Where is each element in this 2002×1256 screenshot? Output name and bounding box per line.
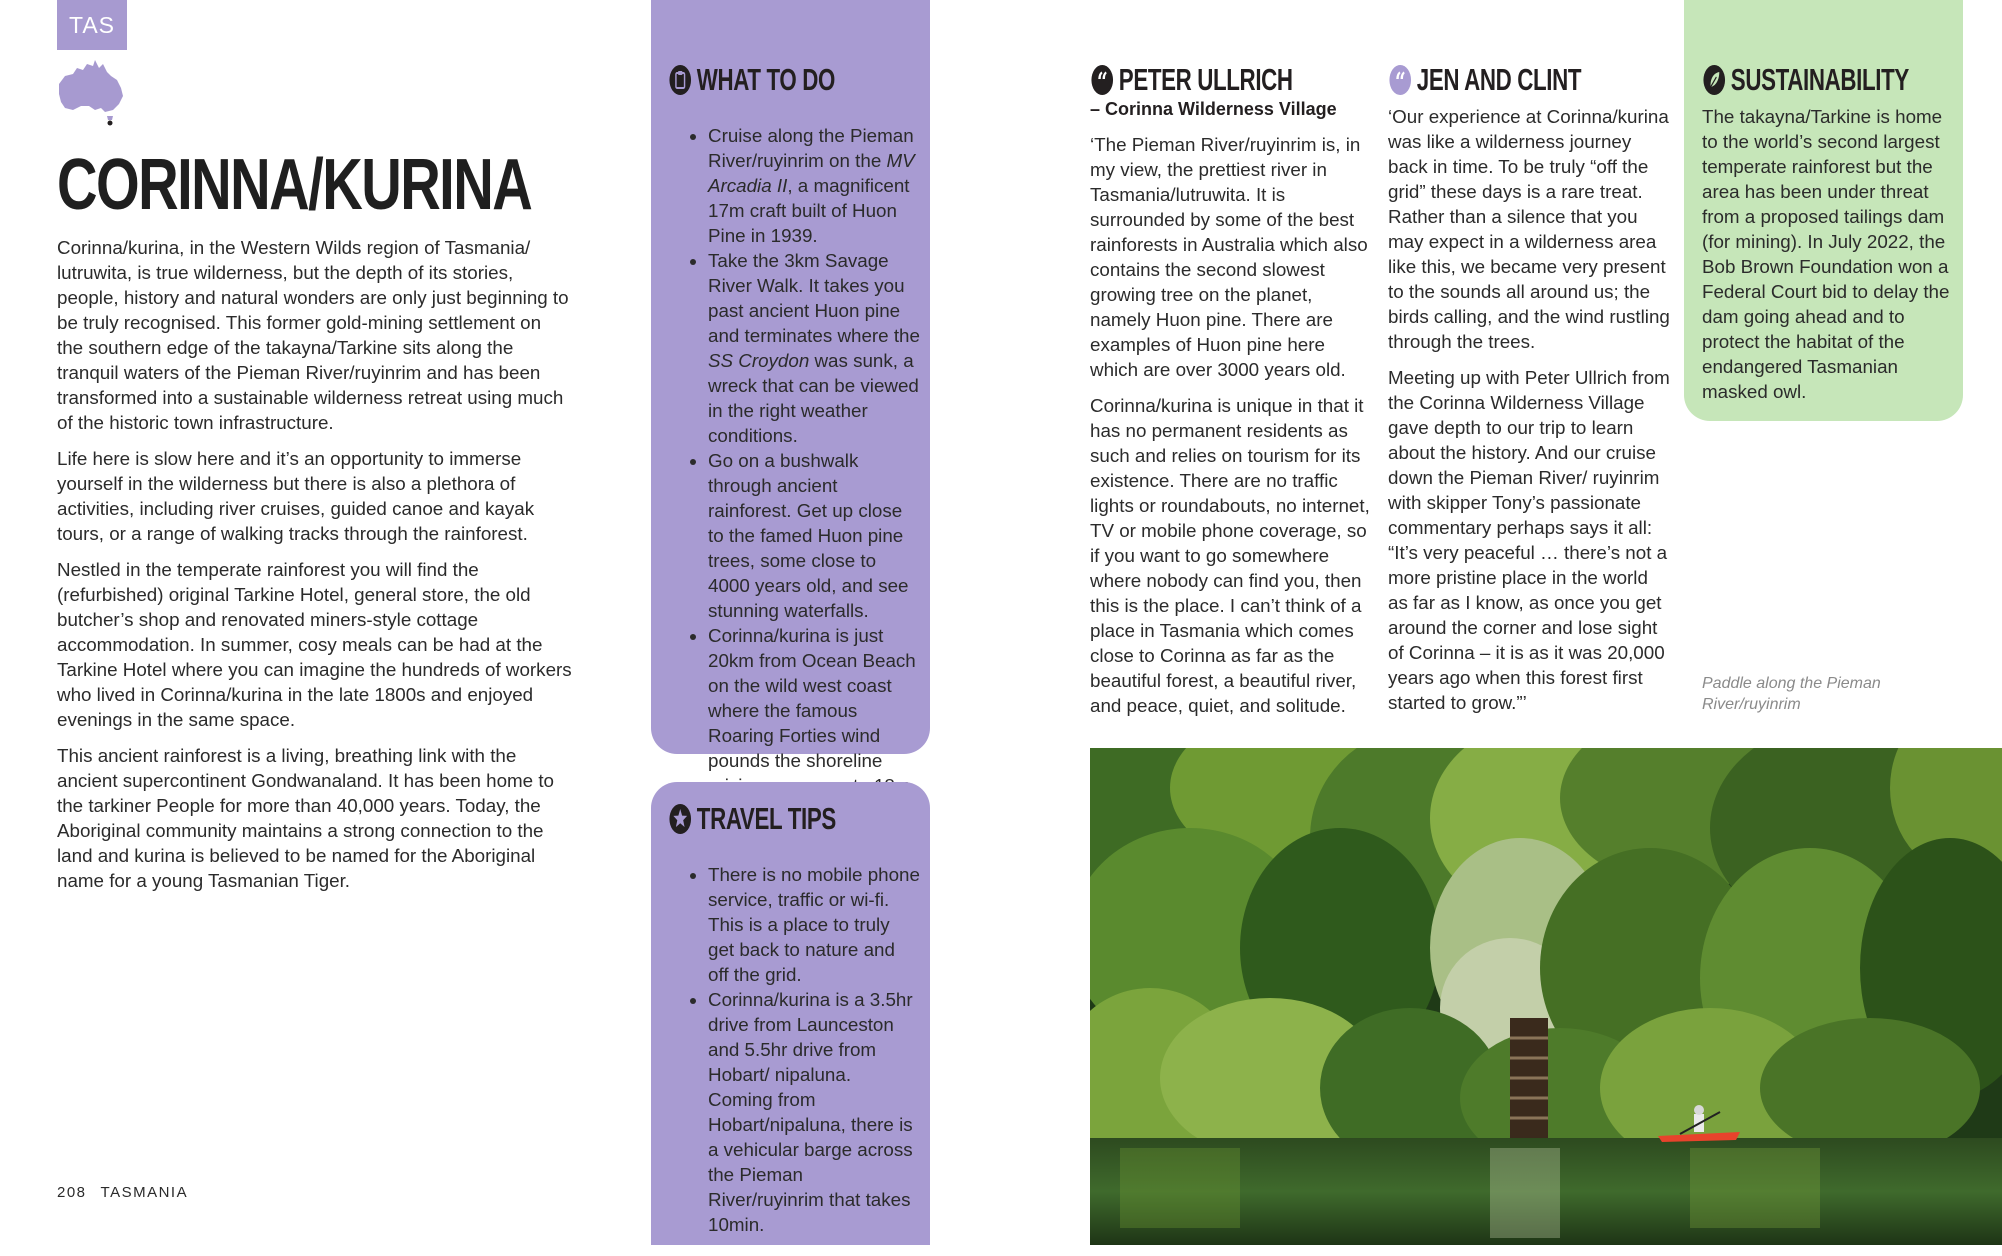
list-item: • There is no mobile phone service, traffic or wi-fi. This is a place to truly get back to nature and off the grid. bbox=[708, 862, 920, 987]
sustainability-heading: SUSTAINABILITY bbox=[1702, 60, 1909, 100]
svg-text:“: “ bbox=[1395, 68, 1406, 97]
travel-tips-heading: TRAVEL TIPS bbox=[668, 799, 836, 839]
quote-paragraph: Meeting up with Peter Ullrich from the Corinna Wilderness Village gave depth to our trip to learn about the history. And our cruise down the Pieman River/ ruyinrim with skipper Tony’s passionate commentary perhaps says it all: “It’s very peaceful … there’s not a more pristine place in the world as far as I know, as once you get around the corner and lose sight of Corinna – it is as it was 20,000 years ago when this forest first started to grow.”’ bbox=[1388, 367, 1670, 713]
leaf-icon bbox=[1702, 63, 1726, 97]
list-item: • Take the 3km Savage River Walk. It takes you past ancient Huon pine and terminates where the SS Croydon was sunk, a wreck that can be viewed in the right weather conditions. bbox=[708, 248, 920, 448]
star-icon bbox=[668, 802, 692, 836]
australia-map-icon bbox=[55, 56, 130, 126]
intro-paragraph: Corinna/kurina, in the Western Wilds region of Tasmania/ lutruwita, is true wilderness, but the depth of its stories, people, history and natural wonders are only just beginning to be truly recognised. This former gold-mining settlement on the southern edge of the takayna/Tarkine sits along the tranquil waters of the Pieman River/ruyinrim and has been transformed into a sustainable wilderness retreat using much of the historic town infrastructure. bbox=[57, 237, 569, 433]
quote-paragraph: Corinna/kurina is unique in that it has no permanent residents as such and relies on tourism for its existence. There are no traffic lights or roundabouts, no internet, TV or mobile phone coverage, so if you want to go somewhere where nobody can find you, then this is the place. I can’t think of a place in Tasmania which comes close to Corinna as far as the beautiful forest, a beautiful river, and peace, quiet, and solitude. bbox=[1090, 395, 1370, 716]
photo-caption: Paddle along the Pieman River/ruyinrim bbox=[1702, 675, 1881, 713]
section-name: TASMANIA bbox=[100, 1184, 189, 1201]
intro-paragraph: Nestled in the temperate rainforest you will find the (refurbished) original Tarkine Hotel, general store, the old butcher’s shop and renovated miners-style cottage accommodation. In summer, cosy meals can be had at the Tarkine Hotel where you can imagine the hundreds of workers who lived in Corinna/kurina in the late 1800s and enjoyed evenings in the same space. bbox=[57, 559, 572, 730]
list-item: • Go on a bushwalk through ancient rainforest. Get up close to the famed Huon pine trees, some close to 4000 years old, and see stunning waterfalls. bbox=[708, 448, 920, 623]
what-to-do-heading: WHAT TO DO bbox=[668, 60, 835, 100]
quote-icon bbox=[1388, 63, 1412, 97]
page-title: CORINNA/KURINA bbox=[57, 145, 532, 225]
region-tag: TAS bbox=[57, 0, 127, 50]
sustainability-text: The takayna/Tarkine is home to the world’s second largest temperate rainforest but the area has been under threat from a proposed tailings dam (for mining). In July 2022, the Bob Brown Foundation won a Federal Court bid to delay the dam going ahead and to protect the habitat of the endangered Tasmanian masked owl. bbox=[1702, 106, 1950, 402]
clipboard-icon bbox=[668, 63, 692, 97]
jen-and-clint-heading: “ JEN AND CLINT bbox=[1388, 60, 1581, 100]
rainforest-river-photo bbox=[1090, 748, 2002, 1245]
what-to-do-list bbox=[668, 104, 920, 817]
travel-tips-list bbox=[668, 843, 920, 1256]
page-number: 208 bbox=[57, 1184, 87, 1201]
svg-text:“: “ bbox=[1097, 68, 1108, 97]
list-item: • Cruise along the Pieman River/ruyinrim on the MV Arcadia II, a magnificent 17m craft built of Huon Pine in 1939. bbox=[708, 123, 920, 248]
peter-subheading: – Corinna Wilderness Village bbox=[1090, 99, 1337, 119]
intro-text bbox=[57, 235, 572, 904]
quote-paragraph: ‘The Pieman River/ruyinrim is, in my view, the prettiest river in Tasmania/lutruwita. It is surrounded by some of the best rainforests in Australia which also contains the second slowest growing tree on the planet, namely Huon pine. There are examples of Huon pine here which are over 3000 years old. bbox=[1090, 134, 1368, 380]
wooden-stairs bbox=[1510, 1018, 1548, 1138]
quote-paragraph: ‘Our experience at Corinna/kurina was like a wilderness journey back in time. To be truly “off the grid” these days is a rare treat. Rather than a silence that you may expect in a wilderness area like this, we became very present to the sounds all around us; the birds calling, and the wind rustling through the trees. bbox=[1388, 106, 1670, 352]
list-item: • Corinna/kurina is just 20km from Ocean Beach on the wild west coast where the famous Roaring Forties wind pounds the shoreline bbox=[708, 623, 920, 798]
folio bbox=[57, 1184, 202, 1201]
jen-clint-quote bbox=[1388, 104, 1672, 726]
list-item: • Corinna/kurina is a 3.5hr drive from Launceston and 5.5hr drive from Hobart/ nipaluna. Coming from Hobart/nipaluna, there is a vehicular barge across the Pieman River/ruyinrim that takes 10min. bbox=[708, 987, 920, 1237]
peter-quote bbox=[1090, 132, 1374, 729]
intro-paragraph: This ancient rainforest is a living, breathing link with the ancient supercontinent Gondwanaland. It has been home to the tarkiner People for more than 40,000 years. Today, the Aboriginal community maintains a strong connection to the land and kurina is believed to be named for the Aboriginal name for a young Tasmanian Tiger. bbox=[57, 745, 555, 891]
peter-ullrich-heading: “ PETER ULLRICH bbox=[1090, 60, 1293, 100]
intro-paragraph: Life here is slow here and it’s an opportunity to immerse yourself in the wilderness but there is also a plethora of activities, including river cruises, guided canoe and kayak tours, or a range of walking tracks through the rainforest. bbox=[57, 448, 535, 544]
quote-icon bbox=[1090, 63, 1114, 97]
